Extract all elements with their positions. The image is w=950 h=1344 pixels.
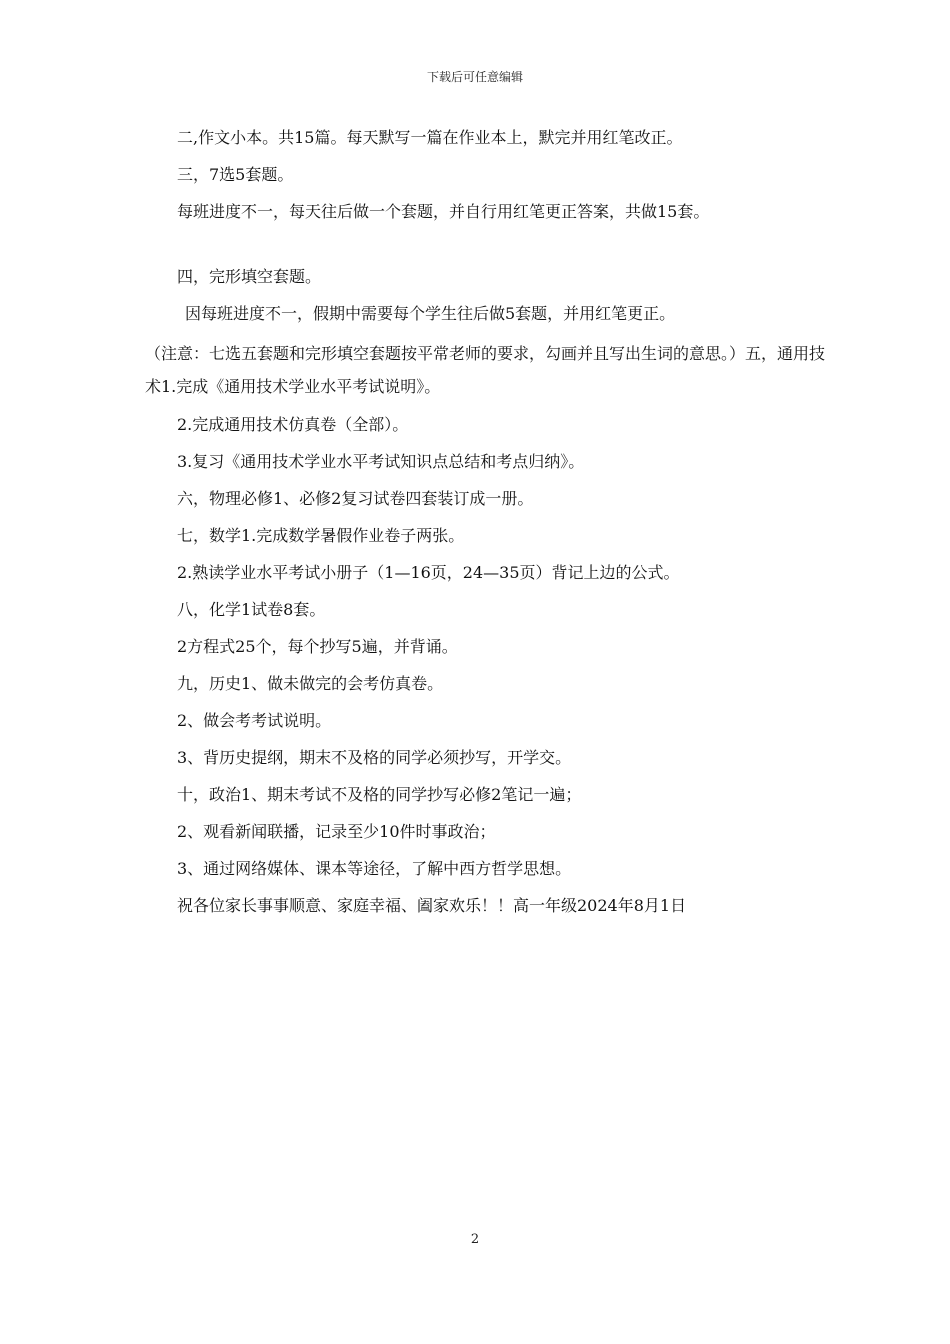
paragraph-math-2: 2.熟读学业水平考试小册子（1—16页，24—35页）背记上边的公式。 <box>177 563 680 582</box>
paragraph-tech-3: 3.复习《通用技术学业水平考试知识点总结和考点归纳》。 <box>177 452 585 471</box>
paragraph-tech-2: 2.完成通用技术仿真卷（全部）。 <box>177 415 409 434</box>
paragraph-progress-note: 每班进度不一，每天往后做一个套题，并自行用红笔更正答案，共做15套。 <box>177 202 710 221</box>
paragraph-cloze-detail: 因每班进度不一，假期中需要每个学生往后做5套题，并用红笔更正。 <box>185 304 676 323</box>
paragraph-history-3: 3、背历史提纲，期末不及格的同学必须抄写，开学交。 <box>177 748 572 767</box>
paragraph-composition: 二,作文小本。共15篇。每天默写一篇在作业本上，默完并用红笔改正。 <box>177 128 683 147</box>
paragraph-cloze-title: 四，完形填空套题。 <box>177 267 322 286</box>
document-body <box>145 124 835 929</box>
paragraph-chemistry-2: 2方程式25个，每个抄写5遍，并背诵。 <box>177 637 458 656</box>
paragraph-politics-3: 3、通过网络媒体、课本等途径，了解中西方哲学思想。 <box>177 859 572 878</box>
paragraph-chemistry-1: 八，化学1试卷8套。 <box>177 600 326 619</box>
page-number: 2 <box>470 1232 480 1247</box>
paragraph-attention-tech: （注意：七选五套题和完形填空套题按平常老师的要求，勾画并且写出生词的意思。）五，通用技术1.完成《通用技术学业水平考试说明》。 <box>145 344 826 396</box>
paragraph-seven-choose-five: 三，7选5套题。 <box>177 165 294 184</box>
page-header-note: 下载后可任意编辑 <box>426 70 523 84</box>
paragraph-politics-1: 十，政治1、期末考试不及格的同学抄写必修2笔记一遍； <box>177 785 582 804</box>
paragraph-physics: 六，物理必修1、必修2复习试卷四套装订成一册。 <box>177 489 534 508</box>
paragraph-closing: 祝各位家长事事顺意、家庭幸福、阖家欢乐！！高一年级2024年8月1日 <box>177 896 687 915</box>
paragraph-history-1: 九，历史1、做未做完的会考仿真卷。 <box>177 674 444 693</box>
paragraph-math-1: 七，数学1.完成数学暑假作业卷子两张。 <box>177 526 465 545</box>
paragraph-politics-2: 2、观看新闻联播，记录至少10件时事政治； <box>177 822 496 841</box>
paragraph-history-2: 2、做会考考试说明。 <box>177 711 332 730</box>
